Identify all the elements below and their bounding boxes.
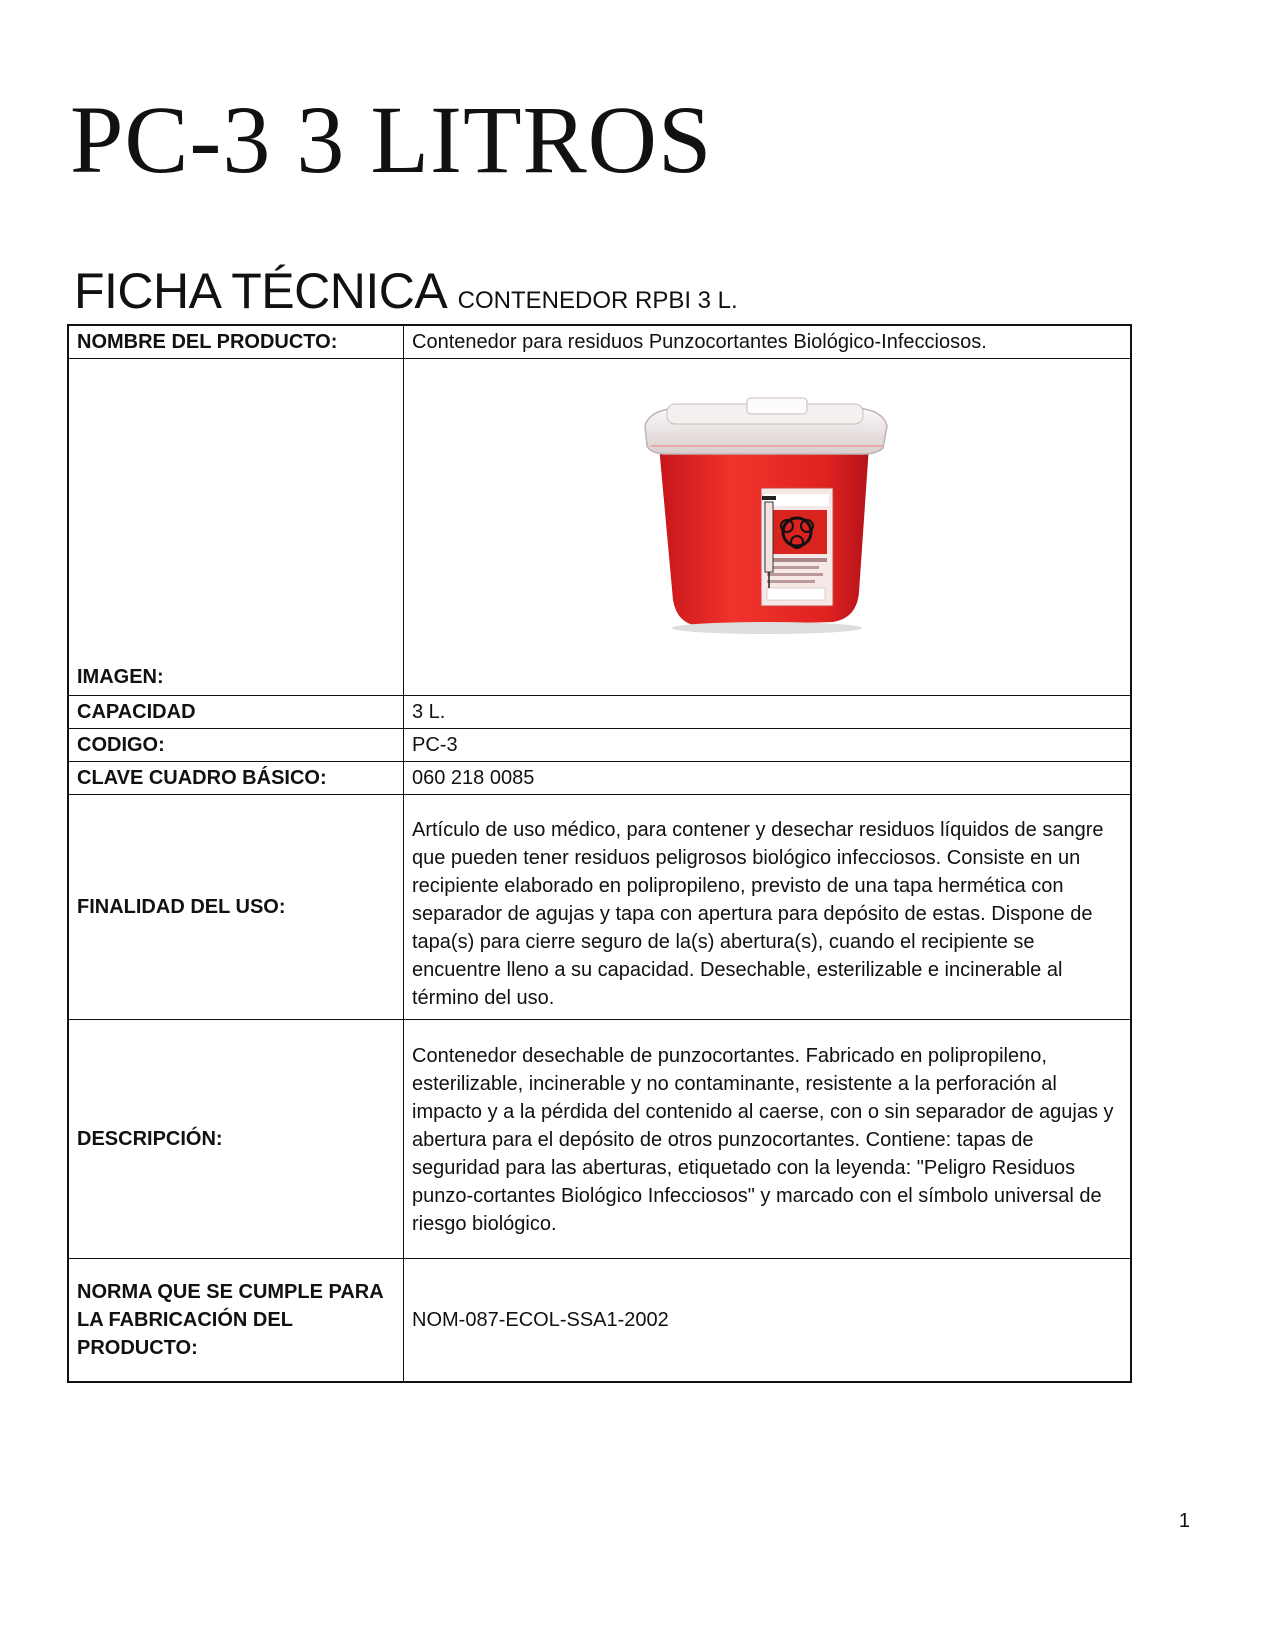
row-label-codigo: CODIGO: (68, 729, 404, 762)
table-row (68, 696, 1131, 729)
row-value-finalidad: Artículo de uso médico, para contener y desechar residuos líquidos de sangre que pueden tener residuos peligrosos biológico infecciosos. Consiste en un recipiente elaborado en polipropileno, previsto de una tapa hermética con separador de agujas y tapa con apertura para depósito de estas. Dispone de tapa(s) para cierre seguro de la(s) abertura(s), cuando el recipiente se encuentre lleno a su capacidad. Desechable, esterilizable e incinerable al término del uso. (404, 795, 1132, 1020)
page-title: PC-3 3 LITROS (70, 86, 713, 193)
sharps-container-icon (637, 396, 897, 636)
row-label-imagen: IMAGEN: (68, 359, 404, 696)
row-label-clave: CLAVE CUADRO BÁSICO: (68, 762, 404, 795)
table-row (68, 359, 1131, 696)
page-number: 1 (1178, 1510, 1190, 1532)
row-label-norma: NORMA QUE SE CUMPLE PARA LA FABRICACIÓN DEL PRODUCTO: (68, 1259, 404, 1383)
subtitle-row (74, 262, 738, 320)
row-value-codigo: PC-3 (404, 729, 1132, 762)
spec-table (67, 324, 1132, 1383)
row-label-capacidad: CAPACIDAD (68, 696, 404, 729)
row-label-nombre: NOMBRE DEL PRODUCTO: (68, 325, 404, 359)
row-value-norma: NOM-087-ECOL-SSA1-2002 (404, 1259, 1132, 1383)
table-row (68, 729, 1131, 762)
table-row (68, 762, 1131, 795)
row-label-finalidad: FINALIDAD DEL USO: (68, 795, 404, 1020)
row-value-nombre: Contenedor para residuos Punzocortantes Biológico-Infecciosos. (404, 325, 1132, 359)
subtitle-sub: CONTENEDOR RPBI 3 L. (457, 287, 738, 314)
table-row (68, 1259, 1131, 1383)
row-value-clave: 060 218 0085 (404, 762, 1132, 795)
table-row (68, 795, 1131, 1020)
row-label-descripcion: DESCRIPCIÓN: (68, 1020, 404, 1259)
product-image-cell (404, 359, 1132, 696)
row-value-descripcion: Contenedor desechable de punzocortantes. Fabricado en polipropileno, esterilizable, incinerable y no contaminante, resistente a la perforación al impacto y a la pérdida del contenido al caerse, con o sin separador de agujas y abertura para el depósito de otros punzocortantes. Contiene: tapas de seguridad para las aberturas, etiquetado con la leyenda: "Peligro Residuos punzo-cortantes Biológico Infecciosos" y marcado con el símbolo universal de riesgo biológico. (404, 1020, 1132, 1259)
table-row (68, 325, 1131, 359)
row-value-capacidad: 3 L. (404, 696, 1132, 729)
subtitle-main: FICHA TÉCNICA (74, 263, 448, 319)
table-row (68, 1020, 1131, 1259)
